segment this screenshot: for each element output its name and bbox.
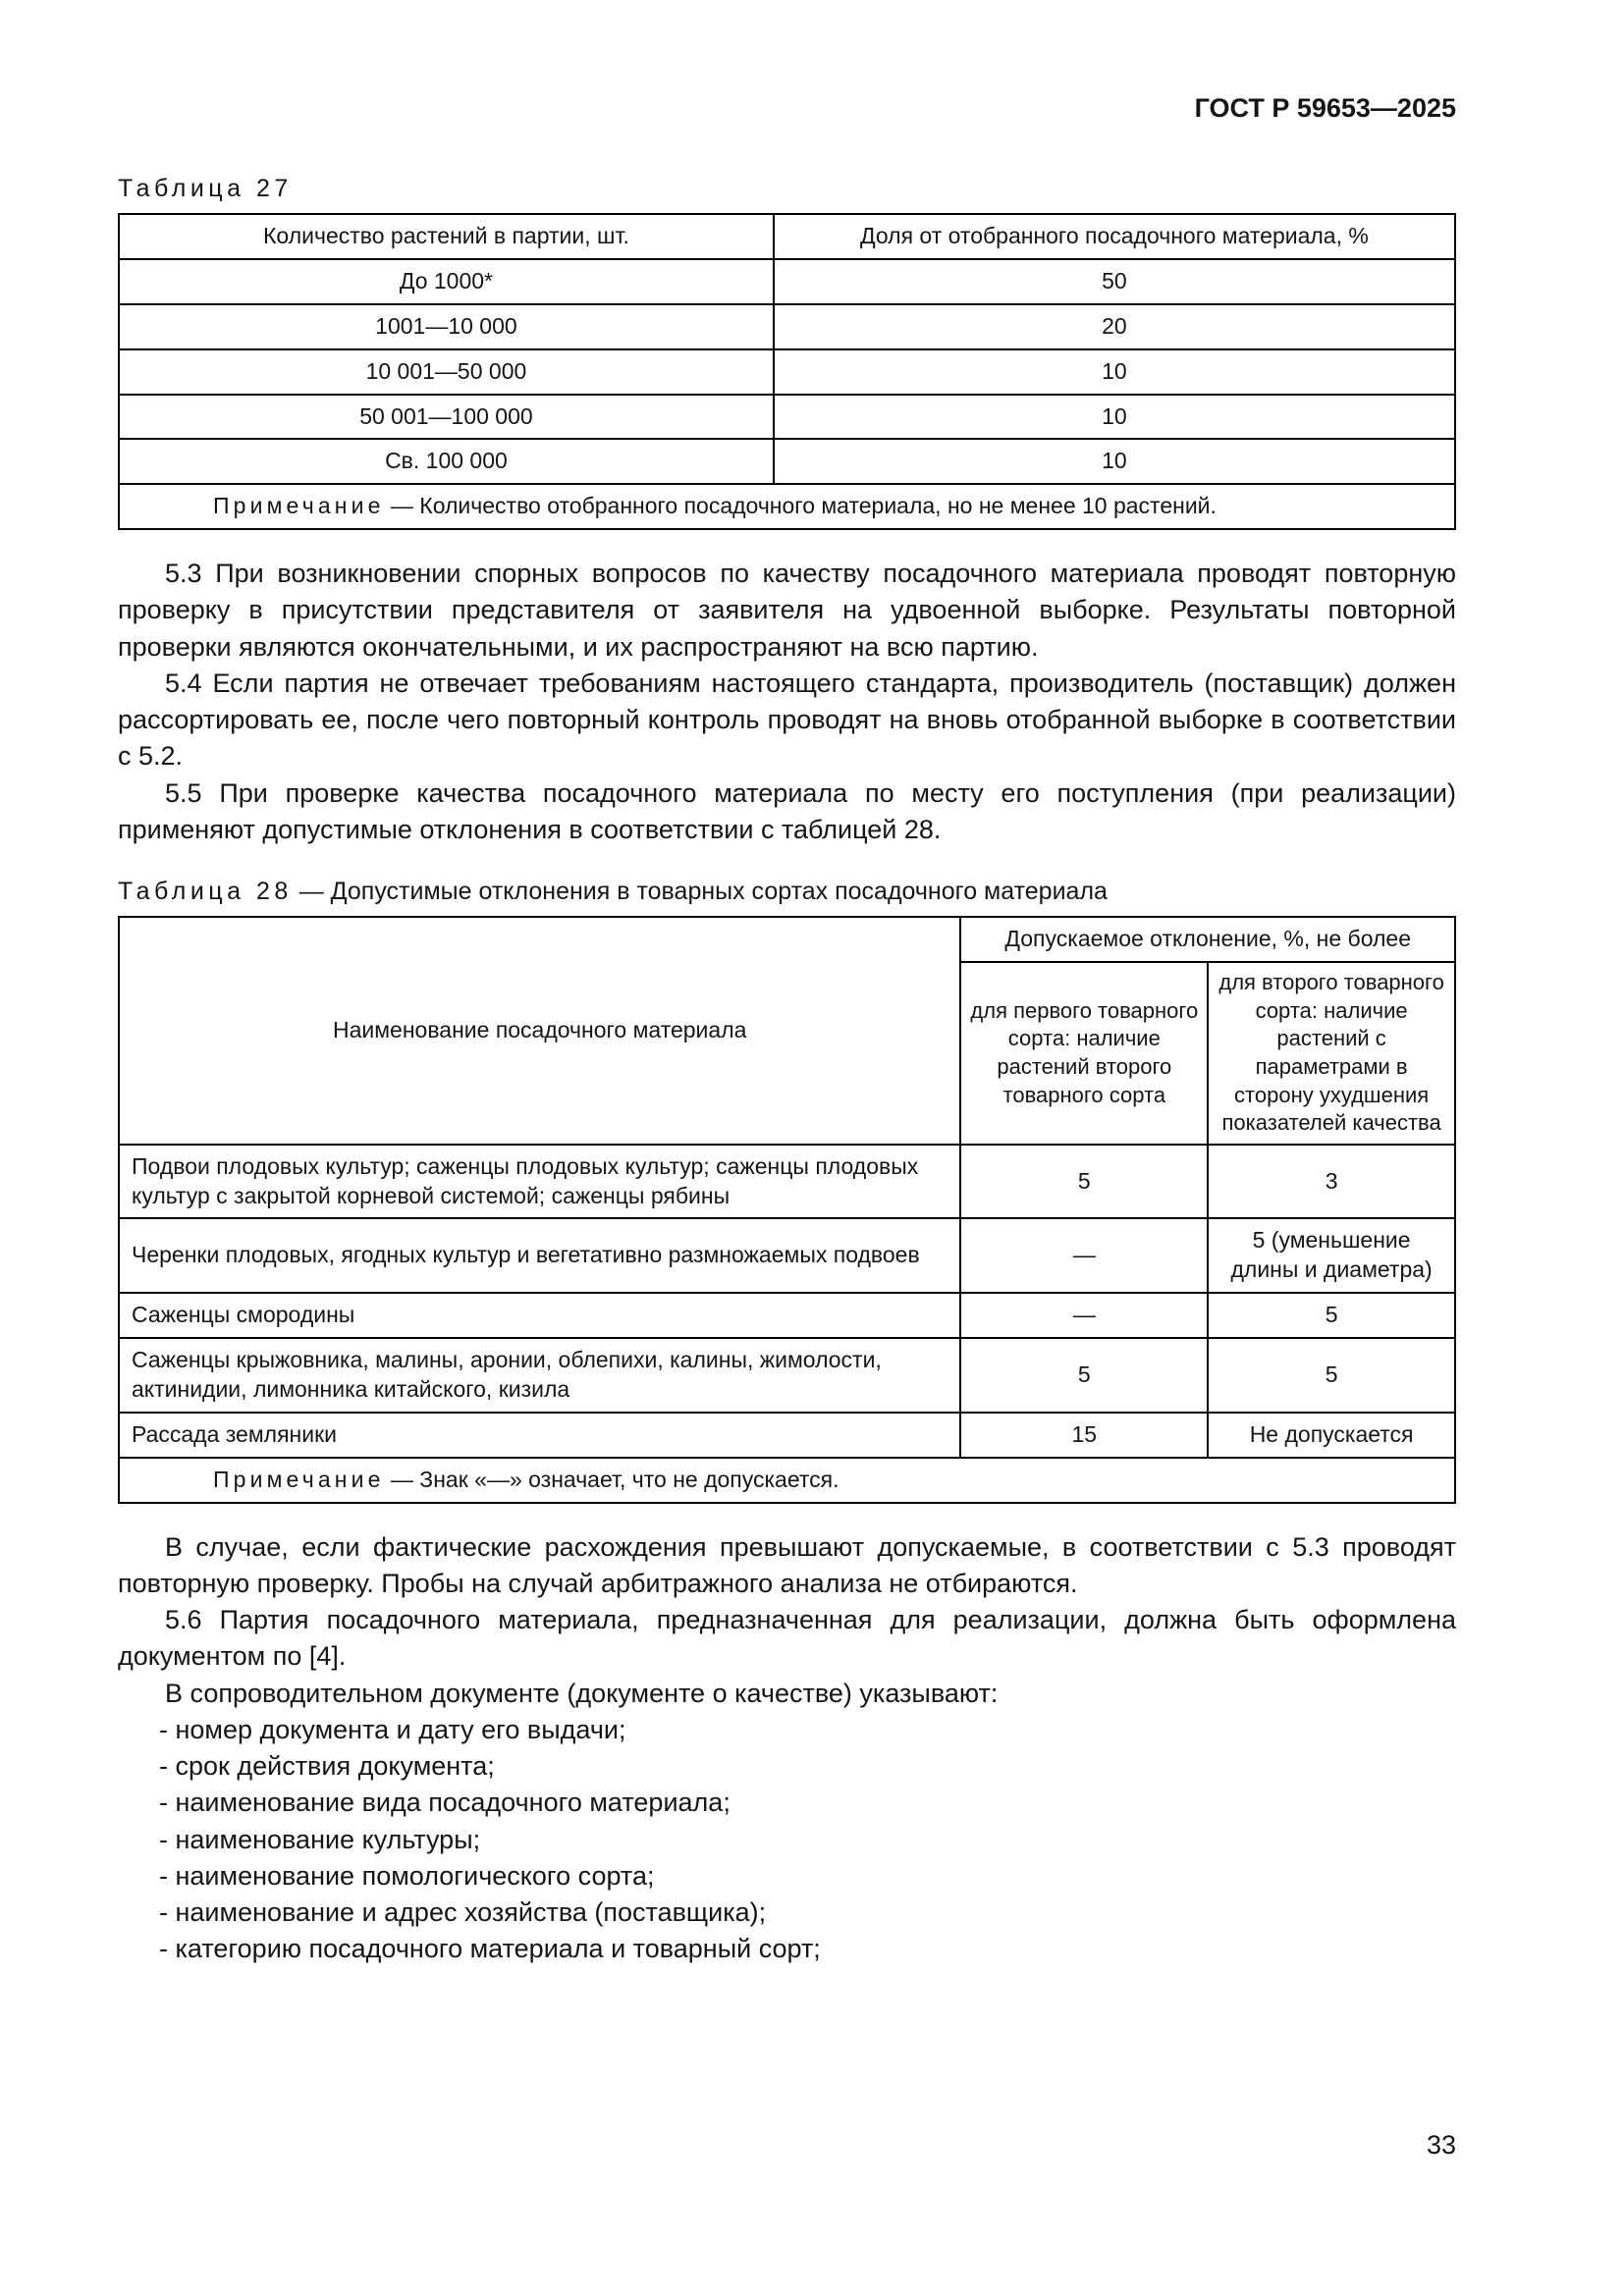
table27-header-row bbox=[119, 214, 1455, 259]
list-item: - срок действия документа; bbox=[159, 1751, 495, 1782]
doc-code-header: ГОСТ Р 59653—2025 bbox=[1194, 93, 1456, 123]
body-text-block bbox=[118, 556, 1456, 848]
table28 bbox=[118, 916, 1456, 1503]
table28-subheader-second-grade: для второго товарного сорта: наличие растений с параметрами в сторону ухудшения показателей качества bbox=[1208, 962, 1455, 1145]
table27-cell: Св. 100 000 bbox=[119, 439, 774, 484]
table28-name-cell: Рассада земляники bbox=[119, 1413, 960, 1458]
table28-subheader-first-grade: для первого товарного сорта: наличие растений второго товарного сорта bbox=[960, 962, 1208, 1145]
table28-header-row-1 bbox=[119, 917, 1455, 962]
table28-label-word: Таблица 28 bbox=[118, 878, 293, 906]
table27-note-row bbox=[119, 484, 1455, 529]
list-item: - категорию посадочного материала и товарный сорт; bbox=[159, 1934, 821, 1964]
paragraph-5-5: 5.5 При проверке качества посадочного материала по месту его поступления (при реализации) применяют допустимые отклонения в соответствии с таблицей 28. bbox=[118, 777, 1456, 844]
list-item: - наименование вида посадочного материала; bbox=[159, 1788, 731, 1818]
table-row bbox=[119, 395, 1455, 440]
table27-cell: 20 bbox=[774, 304, 1455, 349]
paragraph-arbitration: В случае, если фактические расхождения превышают допускаемые, в соответствии с 5.3 проводят повторную проверку. Пробы на случай арбитражного анализа не отбираются. bbox=[118, 1531, 1456, 1598]
table27-cell: 10 bbox=[774, 349, 1455, 395]
list-item: - наименование помологического сорта; bbox=[159, 1860, 655, 1891]
table28-name-cell: Черенки плодовых, ягодных культур и вегетативно размножаемых подвоев bbox=[119, 1218, 960, 1293]
table27-cell: 50 bbox=[774, 259, 1455, 304]
table27-cell: 10 001—50 000 bbox=[119, 349, 774, 395]
table-row bbox=[119, 439, 1455, 484]
table28-name-cell: Подвои плодовых культур; саженцы плодовых культур; саженцы плодовых культур с закрытой корневой системой; саженцы рябины bbox=[119, 1145, 960, 1219]
document-requirements-list bbox=[118, 1712, 1456, 1968]
table28-name-cell: Саженцы крыжовника, малины, аронии, облепихи, калины, жимолости, актинидии, лимонника китайского, кизила bbox=[119, 1338, 960, 1413]
table27-cell: До 1000* bbox=[119, 259, 774, 304]
table-row bbox=[119, 1218, 1455, 1293]
list-item: - номер документа и дату его выдачи; bbox=[159, 1714, 626, 1744]
table27-cell: 10 bbox=[774, 395, 1455, 440]
table27-cell: 50 001—100 000 bbox=[119, 395, 774, 440]
table-row bbox=[119, 1293, 1455, 1338]
table28-label bbox=[118, 878, 1456, 906]
table-row bbox=[119, 259, 1455, 304]
paragraph-5-4: 5.4 Если партия не отвечает требованиям настоящего стандарта, производитель (поставщик) должен рассортировать ее, после чего повторный контроль проводят на вновь отобранной выборке в соответствии с 5.2. bbox=[118, 667, 1456, 772]
list-item: - наименование и адрес хозяйства (поставщика); bbox=[159, 1897, 767, 1928]
table28-second-cell: 5 bbox=[1208, 1338, 1455, 1413]
table28-second-cell: 5 bbox=[1208, 1293, 1455, 1338]
note-text: — Знак «—» означает, что не допускается. bbox=[390, 1466, 839, 1492]
table27 bbox=[118, 213, 1456, 530]
table28-name-cell: Саженцы смородины bbox=[119, 1293, 960, 1338]
paragraph-doc-intro: В сопроводительном документе (документе о качестве) указывают: bbox=[165, 1678, 999, 1708]
table28-group-header: Допускаемое отклонение, %, не более bbox=[960, 917, 1455, 962]
table28-first-cell: 5 bbox=[960, 1145, 1208, 1219]
table27-label: Таблица 27 bbox=[118, 175, 293, 202]
table27-col-header-quantity: Количество растений в партии, шт. bbox=[119, 214, 774, 259]
note-text: — Количество отобранного посадочного материала, но не менее 10 растений. bbox=[390, 493, 1217, 519]
table28-name-header: Наименование посадочного материала bbox=[119, 917, 960, 1144]
table27-cell: 1001—10 000 bbox=[119, 304, 774, 349]
table-row bbox=[119, 349, 1455, 395]
note-label: Примечание bbox=[213, 1466, 385, 1492]
table28-first-cell: 5 bbox=[960, 1338, 1208, 1413]
table28-first-cell: — bbox=[960, 1293, 1208, 1338]
paragraph-5-6: 5.6 Партия посадочного материала, предназначенная для реализации, должна быть оформлена документом по [4]. bbox=[118, 1605, 1456, 1672]
table28-note-row bbox=[119, 1458, 1455, 1503]
table28-note bbox=[119, 1458, 1455, 1503]
table-row bbox=[119, 304, 1455, 349]
table27-cell: 10 bbox=[774, 439, 1455, 484]
table28-first-cell: 15 bbox=[960, 1413, 1208, 1458]
table28-second-cell: 3 bbox=[1208, 1145, 1455, 1219]
table28-second-cell: Не допускается bbox=[1208, 1413, 1455, 1458]
body-text-block-2 bbox=[118, 1529, 1456, 1968]
table27-col-header-share: Доля от отобранного посадочного материала, % bbox=[774, 214, 1455, 259]
table28-label-text: — Допустимые отклонения в товарных сортах посадочного материала bbox=[298, 878, 1108, 906]
table27-note bbox=[119, 484, 1455, 529]
page-number: 33 bbox=[1426, 2130, 1456, 2160]
paragraph-5-3: 5.3 При возникновении спорных вопросов по качеству посадочного материала проводят повторную проверку в присутствии представителя от заявителя на удвоенной выборке. Результаты повторной проверки являются окончательными, и их распространяют на всю партию. bbox=[118, 559, 1456, 662]
table-row bbox=[119, 1338, 1455, 1413]
table-row bbox=[119, 1145, 1455, 1219]
list-item: - наименование культуры; bbox=[159, 1824, 481, 1854]
table28-first-cell: — bbox=[960, 1218, 1208, 1293]
table-row bbox=[119, 1413, 1455, 1458]
note-label: Примечание bbox=[213, 493, 385, 519]
table28-second-cell: 5 (уменьшение длины и диаметра) bbox=[1208, 1218, 1455, 1293]
